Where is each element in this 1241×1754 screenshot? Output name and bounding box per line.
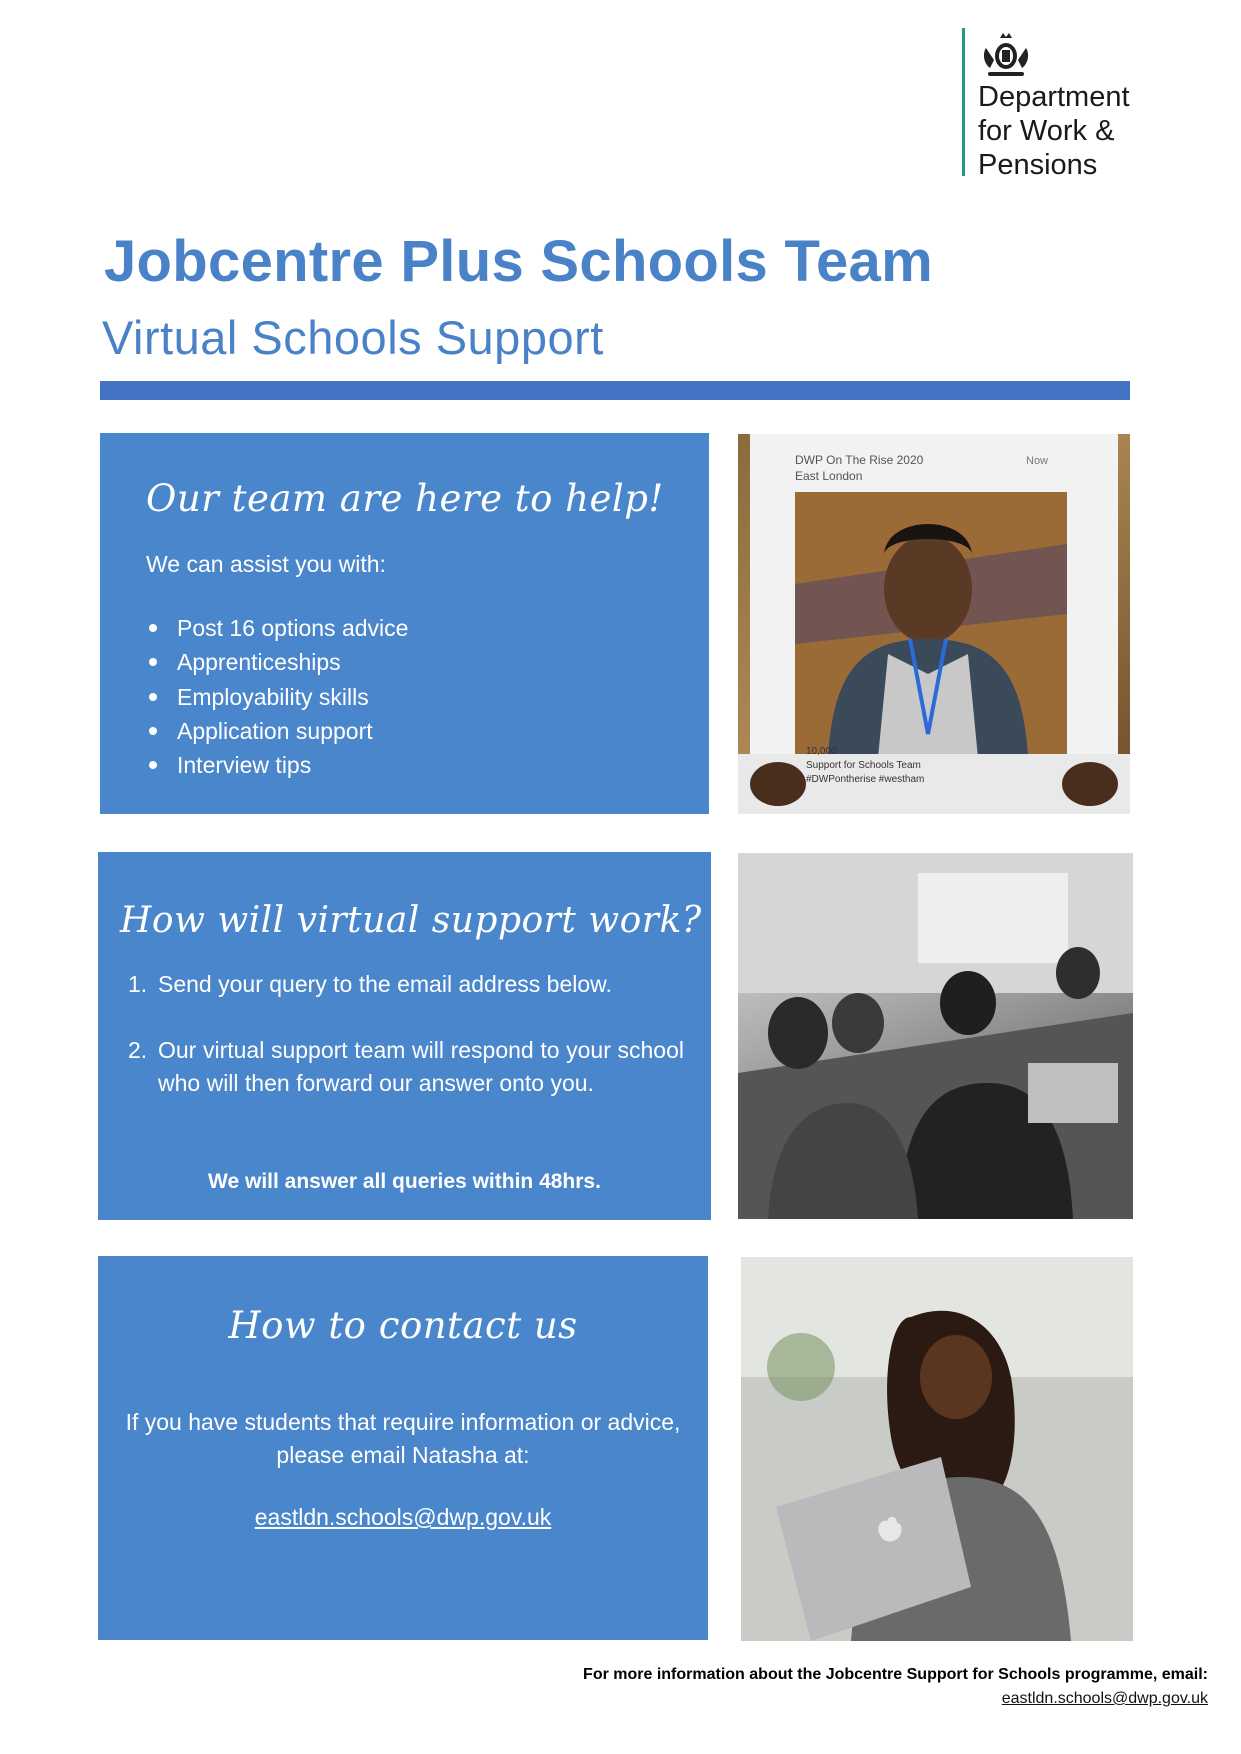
step-text: Send your query to the email address below. (158, 971, 612, 997)
list-item (146, 748, 408, 782)
royal-crest-icon (978, 30, 1034, 80)
response-time-note: We will answer all queries within 48hrs. (208, 1170, 601, 1193)
frame-caption: Support for Schools Team (806, 760, 921, 771)
frame-tags: #DWPontherise #westham (806, 774, 925, 785)
steps-list (128, 968, 684, 1100)
footer-email-link[interactable]: eastldn.schools@dwp.gov.uk (1001, 1690, 1208, 1707)
contact-text: If you have students that require information or advice, please email Natasha at: (125, 1409, 681, 1468)
team-member-photo (738, 434, 1130, 814)
list-item-text: Post 16 options advice (177, 615, 409, 642)
classroom-photo (738, 853, 1133, 1219)
virtual-support-panel (98, 852, 711, 1220)
list-item-text: Employability skills (177, 683, 369, 710)
help-list (146, 611, 408, 782)
bullet-icon (149, 761, 157, 769)
help-intro: We can assist you with: (146, 551, 386, 577)
list-item (146, 714, 408, 748)
page-title: Jobcentre Plus Schools Team (104, 229, 933, 294)
logo-line-3: Pensions (978, 149, 1098, 181)
logo-divider (962, 28, 965, 176)
frame-likes: 10,000 (806, 746, 837, 757)
list-item-text: Application support (177, 718, 373, 745)
contact-panel (98, 1256, 708, 1640)
logo-text (978, 80, 1130, 182)
frame-header: DWP On The Rise 2020 (795, 453, 924, 467)
photo-frame-illustration (738, 434, 1130, 814)
step-number: 1. (128, 971, 148, 997)
list-item (146, 680, 408, 714)
list-item-text: Apprenticeships (177, 649, 341, 676)
logo-line-1: Department (978, 81, 1130, 113)
contact-email-link[interactable]: eastldn.schools@dwp.gov.uk (254, 1504, 552, 1530)
help-panel (100, 433, 709, 814)
list-item-text: Interview tips (177, 752, 312, 779)
student-illustration (741, 1257, 1133, 1641)
bullet-icon (149, 693, 157, 701)
step-number: 2. (128, 1037, 148, 1063)
help-heading: Our team are here to help! (146, 477, 664, 520)
step-item (128, 1034, 684, 1100)
page-subtitle: Virtual Schools Support (102, 311, 604, 364)
list-item (146, 645, 408, 679)
virtual-heading: How will virtual support work? (120, 900, 702, 941)
list-item (146, 611, 408, 645)
step-item (128, 968, 684, 1001)
dwp-logo (962, 28, 1182, 181)
frame-location: East London (795, 469, 863, 483)
step-text: Our virtual support team will respond to your school who will then forward our answer onto you. (158, 1037, 684, 1096)
contact-heading: How to contact us (228, 1304, 578, 1347)
footer-text: For more information about the Jobcentre Support for Schools programme, email: (583, 1666, 1208, 1683)
logo-line-2: for Work & (978, 115, 1115, 147)
frame-time: Now (1026, 455, 1049, 467)
bullet-icon (149, 727, 157, 735)
bullet-icon (149, 624, 157, 632)
title-divider (100, 381, 1130, 400)
student-laptop-photo (741, 1257, 1133, 1641)
bullet-icon (149, 658, 157, 666)
classroom-illustration (738, 853, 1133, 1219)
